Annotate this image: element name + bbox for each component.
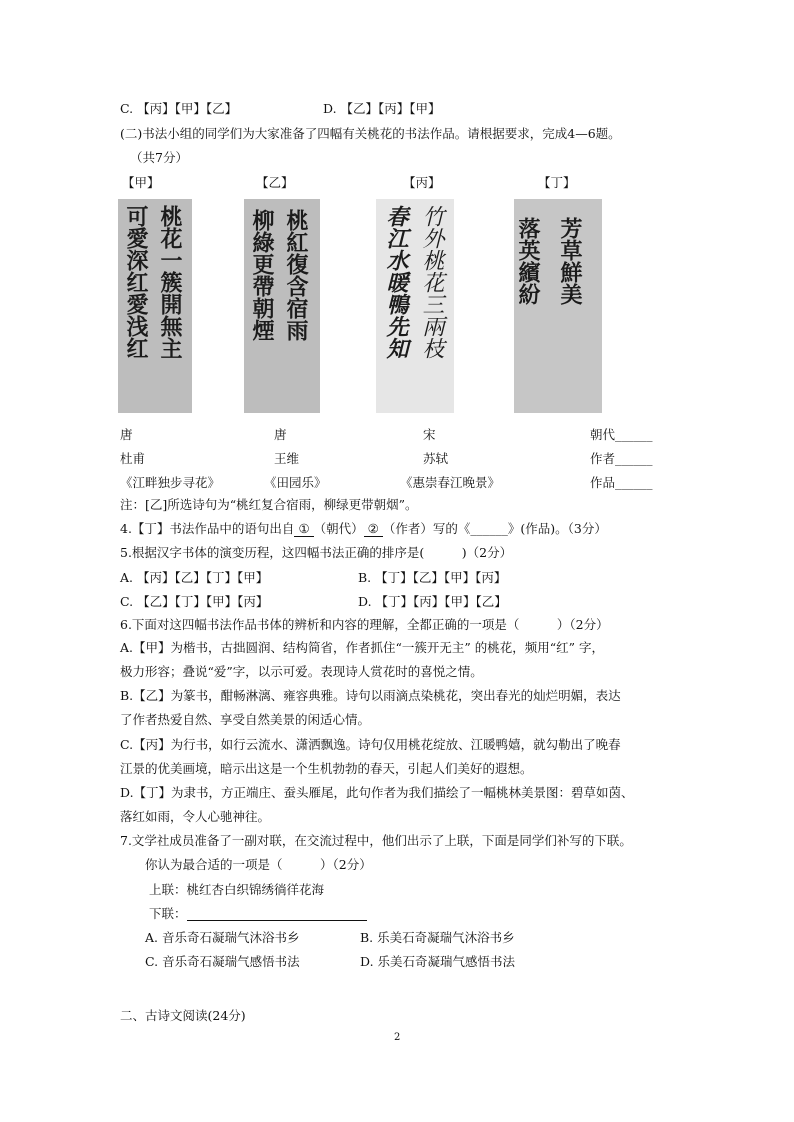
label-bing: 【丙】 xyxy=(403,175,441,190)
q7-option-a[interactable]: A. 音乐奇石凝瑞气沐浴书乡 xyxy=(145,930,300,945)
calligraphy-bing-col2: 春江水暖鴨先知 xyxy=(383,205,409,359)
q5-option-c[interactable]: C. 【乙】【丁】【甲】【丙】 xyxy=(120,594,269,609)
q5-stem: 5.根据汉字书体的演变历程，这四幅书法正确的排序是( )（2分） xyxy=(120,545,513,560)
yi-author: 王维 xyxy=(274,451,300,466)
bing-dynasty: 宋 xyxy=(423,427,436,442)
q5-option-b[interactable]: B. 【丁】【乙】【甲】【丙】 xyxy=(358,570,507,585)
q4-suffix: 》(作品)。（3分） xyxy=(507,521,607,536)
q7-lower-blank[interactable] xyxy=(187,906,367,921)
q4-mid-1: （朝代） xyxy=(313,521,364,536)
calligraphy-jia-image xyxy=(118,199,192,413)
q6-option-c-line2: 江景的优美画境，暗示出这是一个生机勃勃的春天，引起人们美好的遐想。 xyxy=(120,761,533,776)
note-yi: 注：[乙]所选诗句为“桃红复合宿雨，柳绿更带朝烟”。 xyxy=(120,497,418,512)
ding-author: 作者______ xyxy=(590,451,653,466)
q6-option-c-line1[interactable]: C.【丙】为行书，如行云流水、潇洒飘逸。诗句仅用桃花绽放、江暖鸭嬉，就勾勒出了晚春 xyxy=(120,737,621,752)
q7-ask: 你认为最合适的一项是（ ）（2分） xyxy=(145,857,372,872)
yi-title: 《田园乐》 xyxy=(264,475,327,490)
bing-title: 《惠崇春江晚景》 xyxy=(400,475,501,490)
ding-title: 作品______ xyxy=(590,475,653,490)
q5-option-a[interactable]: A. 【丙】【乙】【丁】【甲】 xyxy=(120,570,269,585)
q6-option-b-line2: 了作者热爱自然、享受自然美景的闲适心情。 xyxy=(120,712,371,727)
calligraphy-bing-col1: 竹外桃花三兩枝 xyxy=(419,205,444,359)
jia-title: 《江畔独步寻花》 xyxy=(120,475,221,490)
q6-option-b-line1[interactable]: B.【乙】为篆书，酣畅淋漓、雍容典雅。诗句以雨滴点染桃花，突出春光的灿烂明媚，表达 xyxy=(120,688,621,703)
section2-points: （共7分） xyxy=(130,150,188,165)
calligraphy-ding-col1: 芳草鮮美 xyxy=(557,217,583,305)
q7-lower-label: 下联： xyxy=(149,906,187,921)
q3-option-c: C. 【丙】【甲】【乙】 xyxy=(120,101,238,116)
label-ding: 【丁】 xyxy=(538,175,576,190)
ding-dynasty: 朝代______ xyxy=(590,427,653,442)
q4-blank-3[interactable]: ______ xyxy=(470,521,508,536)
q7-option-c[interactable]: C. 音乐奇石凝瑞气感悟书法 xyxy=(145,954,300,969)
jia-author: 杜甫 xyxy=(120,451,146,466)
q4-stem xyxy=(120,521,607,537)
q4-blank-2[interactable]: ② xyxy=(364,521,383,537)
calligraphy-jia-col2: 可愛深红愛浅红 xyxy=(123,205,149,359)
bing-author: 苏轼 xyxy=(423,451,449,466)
q3-option-d: D. 【乙】【丙】【甲】 xyxy=(323,101,441,116)
label-yi: 【乙】 xyxy=(256,175,294,190)
q6-option-a-line1[interactable]: A.【甲】为楷书，古拙圆润、结构简省，作者抓住“一簇开无主” 的桃花，频用“红” 字， xyxy=(120,640,605,655)
q7-lower-couplet xyxy=(149,906,367,921)
calligraphy-bing-image xyxy=(376,199,454,413)
yi-dynasty: 唐 xyxy=(274,427,287,442)
q6-option-a-line2: 极力形容；叠说“爱”字，以示可爱。表现诗人赏花时的喜悦之情。 xyxy=(120,664,483,679)
q7-option-b[interactable]: B. 乐美石奇凝瑞气沐浴书乡 xyxy=(360,930,515,945)
q4-mid-2: （作者）写的《 xyxy=(382,521,471,536)
q7-upper-couplet: 上联：桃红杏白织锦绣徜徉花海 xyxy=(149,882,325,897)
calligraphy-yi-col1: 桃紅復含宿雨 xyxy=(283,209,309,341)
calligraphy-yi-col2: 柳綠更帶朝煙 xyxy=(249,209,275,341)
q7-option-d[interactable]: D. 乐美石奇凝瑞气感悟书法 xyxy=(360,954,516,969)
q6-option-d-line1[interactable]: D.【丁】为隶书，方正端庄、蚕头雁尾，此句作者为我们描绘了一幅桃林美景图：碧草如茵、 xyxy=(120,785,634,800)
label-jia: 【甲】 xyxy=(122,175,160,190)
section-heading-classical: 二、古诗文阅读(24分) xyxy=(120,1008,246,1023)
q4-prefix: 4.【丁】书法作品中的语句出自 xyxy=(120,521,295,536)
q4-blank-1[interactable]: ① xyxy=(294,521,313,537)
q7-stem: 7.文学社成员准备了一副对联，在交流过程中，他们出示了上联，下面是同学们补写的下联。 xyxy=(120,833,632,848)
jia-dynasty: 唐 xyxy=(120,427,133,442)
page-number: 2 xyxy=(394,1032,401,1043)
section2-intro: (二)书法小组的同学们为大家准备了四幅有关桃花的书法作品。请根据要求，完成4—6题。 xyxy=(120,126,621,141)
q6-option-d-line2: 落红如雨，令人心驰神往。 xyxy=(120,809,271,824)
calligraphy-jia-col1: 桃花一簇開無主 xyxy=(157,205,183,359)
calligraphy-yi-image xyxy=(244,199,320,413)
calligraphy-ding-col2: 落英繽紛 xyxy=(515,217,541,305)
calligraphy-ding-image xyxy=(514,199,602,413)
q6-stem: 6.下面对这四幅书法作品书体的辨析和内容的理解，全都正确的一项是（ ）（2分） xyxy=(120,617,609,632)
q5-option-d[interactable]: D. 【丁】【丙】【甲】【乙】 xyxy=(358,594,507,609)
